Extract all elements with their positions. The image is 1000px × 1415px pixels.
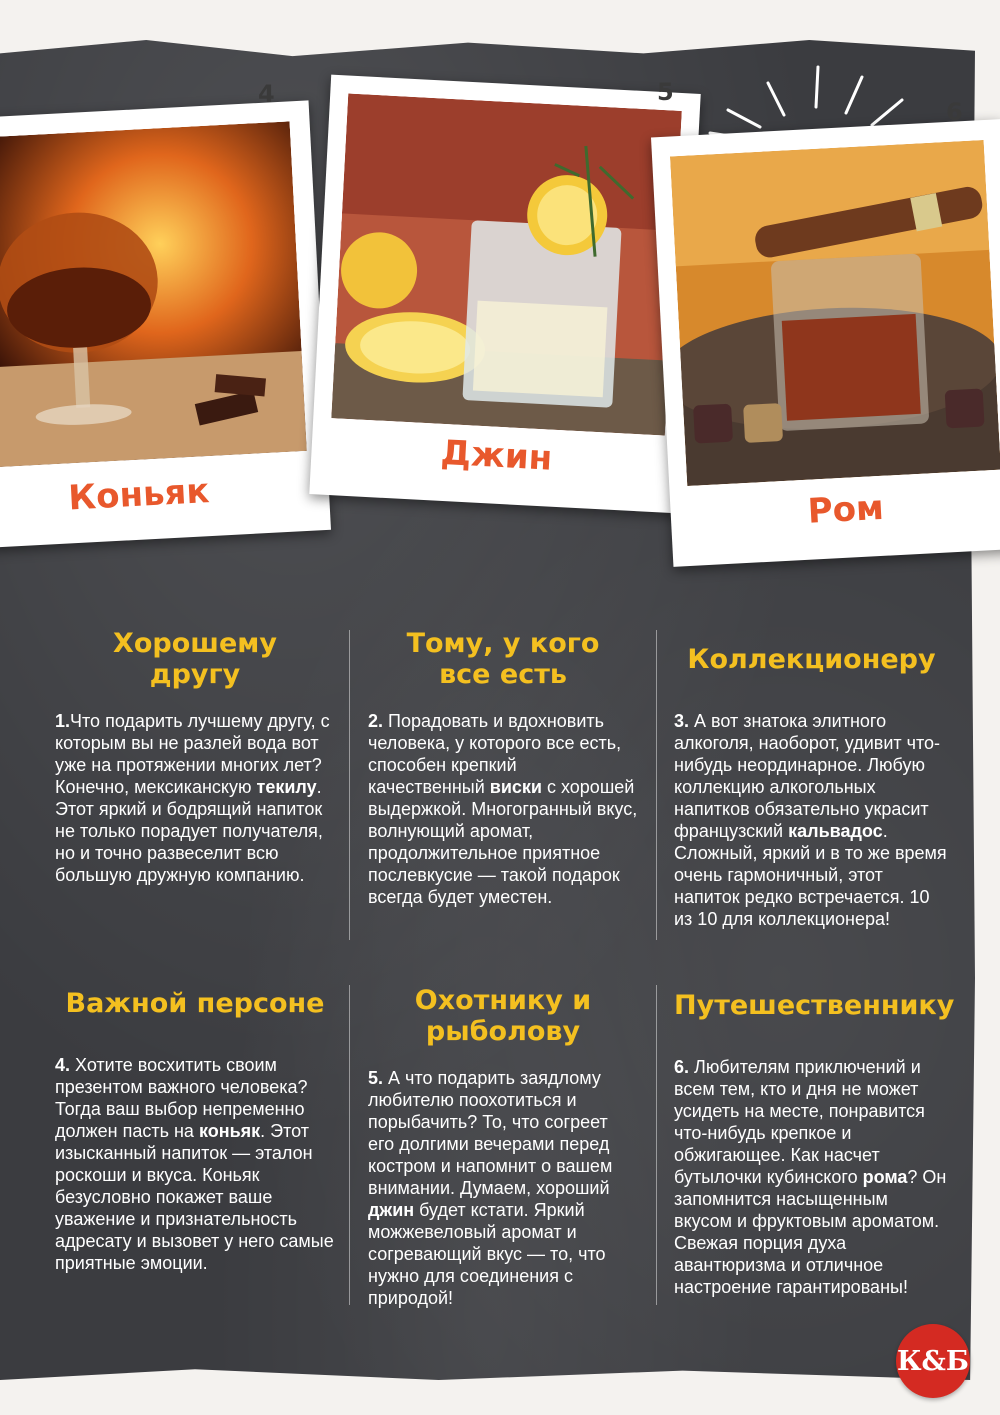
section-text-after: . Этот яркий и бодрящий напиток не только порадует получателя, но и точно развеселит всю большую дружную компанию.	[55, 777, 323, 885]
section-traveler	[674, 990, 955, 1298]
card-caption-gin: Джин	[439, 432, 554, 479]
section-highlight: виски	[489, 777, 542, 797]
section-friend	[55, 628, 335, 886]
section-body	[674, 1056, 949, 1298]
section-text-after: ? Он запомнится насыщенным вкусом и фруктовым ароматом. Свежая порция духа авантюризма и отличное настроение гарантированы!	[674, 1167, 947, 1297]
section-collector	[674, 644, 949, 930]
section-text-before: Что подарить лучшему другу, с которым вы не разлей вода вот уже на протяжении многих лет? Конечно, мексиканскую	[55, 711, 330, 797]
section-highlight: кальвадос	[788, 821, 883, 841]
section-text-after: . Сложный, яркий и в то же время очень гармоничный, этот напиток редко встречается. 10 из 10 для коллекционера!	[674, 821, 947, 929]
column-divider-4	[656, 985, 657, 1305]
card-caption-cognac: Коньяк	[67, 471, 211, 519]
section-number: 6.	[674, 1057, 690, 1077]
section-hunter-fisher	[368, 985, 638, 1309]
brand-logo: К&Б	[896, 1324, 970, 1398]
section-heading: Важной персоне	[65, 988, 325, 1019]
section-important-person	[55, 988, 335, 1274]
section-text-after: . Этот изысканный напиток — эталон роскоши и вкуса. Коньяк безусловно покажет ваше уважение и признательность адресату и вызовет у него самые приятные эмоции.	[55, 1121, 334, 1273]
section-text-after: с хорошей выдержкой. Многогранный вкус, волнующий аромат, продолжительное приятное послевкусие — такой подарок всегда будет уместен.	[368, 777, 638, 907]
cognac-photo	[0, 121, 307, 468]
section-highlight: коньяк	[198, 1121, 261, 1141]
gin-photo	[331, 94, 682, 436]
section-body	[55, 710, 335, 886]
section-text-after: будет кстати. Яркий можжевеловый аромат и согревающий вкус — то, что нужно для соединения с природой!	[368, 1200, 606, 1308]
section-number: 3.	[674, 711, 690, 731]
section-heading: Путешественнику	[674, 990, 955, 1021]
section-text-before: Любителям приключений и всем тем, кто и дня не может усидеть на месте, понравится что-нибудь крепкое и обжигающее. Как насчет бутылочки кубинского	[674, 1057, 925, 1187]
section-number: 4.	[55, 1055, 71, 1075]
section-body	[368, 710, 638, 908]
section-heading: Коллекционеру	[687, 644, 936, 675]
card-rum	[651, 119, 1000, 567]
section-text-before: Хотите восхитить своим презентом важного человека? Тогда ваш выбор непременно должен пасть на	[55, 1055, 308, 1141]
card-number-6: 6	[946, 98, 963, 126]
section-body	[55, 1054, 335, 1274]
card-number-5: 5	[657, 78, 674, 106]
card-gin	[309, 75, 700, 514]
section-text-before: А вот знатока элитного алкоголя, наоборот, удивит что-нибудь неординарное. Любую коллекцию алкогольных напитков обязательно украсит французский	[674, 711, 941, 841]
section-heading: Хорошему другу	[113, 628, 277, 690]
section-body	[674, 710, 949, 930]
section-text-before: А что подарить заядлому любителю поохотиться и порыбачить? То, что согреет его долгими вечерами перед костром и напомнит о вашем внимании. Думаем, хороший	[368, 1068, 613, 1198]
rum-photo	[670, 140, 1000, 486]
column-divider-1	[349, 630, 350, 940]
section-highlight: джин	[368, 1200, 415, 1220]
column-divider-3	[349, 985, 350, 1305]
section-number: 5.	[368, 1068, 384, 1088]
section-highlight: текилу	[256, 777, 317, 797]
section-number: 1.	[55, 711, 71, 731]
section-number: 2.	[368, 711, 384, 731]
section-body	[368, 1067, 638, 1309]
section-text-before: Порадовать и вдохновить человека, у которого все есть, способен крепкий качественный	[368, 711, 622, 797]
section-has-everything	[368, 628, 638, 908]
card-number-4: 4	[258, 80, 275, 108]
card-caption-rum: Ром	[806, 487, 885, 532]
card-cognac	[0, 100, 331, 549]
section-heading: Охотнику и рыболову	[414, 985, 592, 1047]
column-divider-2	[656, 630, 657, 940]
section-highlight: рома	[862, 1167, 908, 1187]
section-heading: Тому, у кого все есть	[406, 628, 600, 690]
